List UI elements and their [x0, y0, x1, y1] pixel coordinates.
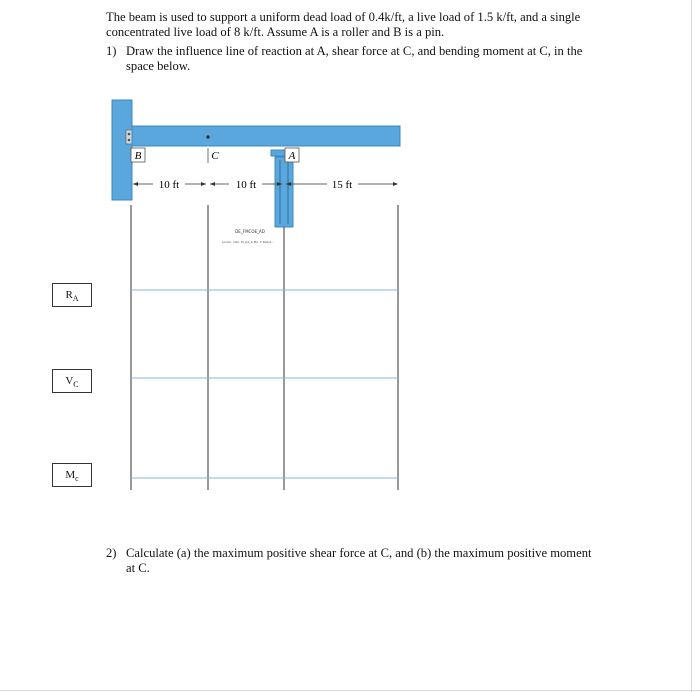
pin-bolt-icon — [128, 133, 131, 136]
point-label-c: C — [211, 150, 219, 162]
arrow-icon — [201, 182, 206, 186]
question-1-text: Draw the influence line of reaction at A, shear force at C, and bending moment at C, in the space below. — [126, 44, 583, 73]
point-c-marker — [206, 135, 209, 138]
column-support-a — [275, 157, 293, 227]
label-shear-c-main: V — [65, 375, 74, 387]
label-reaction-a-main: R — [65, 289, 73, 301]
label-moment-c-main: M — [65, 469, 76, 481]
label-reaction-a-sub: A — [72, 294, 79, 304]
beam — [132, 126, 400, 146]
label-shear-c — [52, 369, 92, 393]
point-label-b: B — [134, 150, 142, 162]
question-1-number: 1) — [106, 44, 117, 58]
pin-bolt-icon — [128, 139, 131, 142]
arrow-icon — [133, 182, 138, 186]
watermark-line-2: Lorem. Udk, M_wa_b Mn, F Rakyt... — [221, 240, 275, 244]
dimension-overhang: 15 ft — [331, 179, 353, 191]
question-2 — [106, 546, 601, 576]
label-shear-c-sub: C — [73, 380, 79, 390]
grid-lines — [131, 205, 398, 490]
wall-support — [112, 100, 132, 200]
dimension-line — [133, 179, 398, 191]
point-label-a: A — [288, 150, 296, 162]
pin-connector — [126, 130, 132, 144]
dimension-ca: 10 ft — [235, 179, 257, 191]
watermark-line-1: DE_FMCOE_AD — [235, 229, 265, 234]
dimension-bc: 10 ft — [158, 179, 180, 191]
arrow-icon — [393, 182, 398, 186]
question-2-number: 2) — [106, 546, 117, 560]
label-moment-c-sub: c — [75, 474, 79, 484]
label-reaction-a — [52, 283, 92, 307]
question-2-text: Calculate (a) the maximum positive shear force at C, and (b) the maximum positive moment at C. — [126, 546, 592, 575]
label-moment-c — [52, 463, 92, 487]
problem-intro: The beam is used to support a uniform dead load of 0.4k/ft, a live load of 1.5 k/ft, and a single concentrated live load of 8 k/ft. Assume A is a roller and B is a pin. — [106, 10, 581, 39]
arrow-icon — [210, 182, 215, 186]
